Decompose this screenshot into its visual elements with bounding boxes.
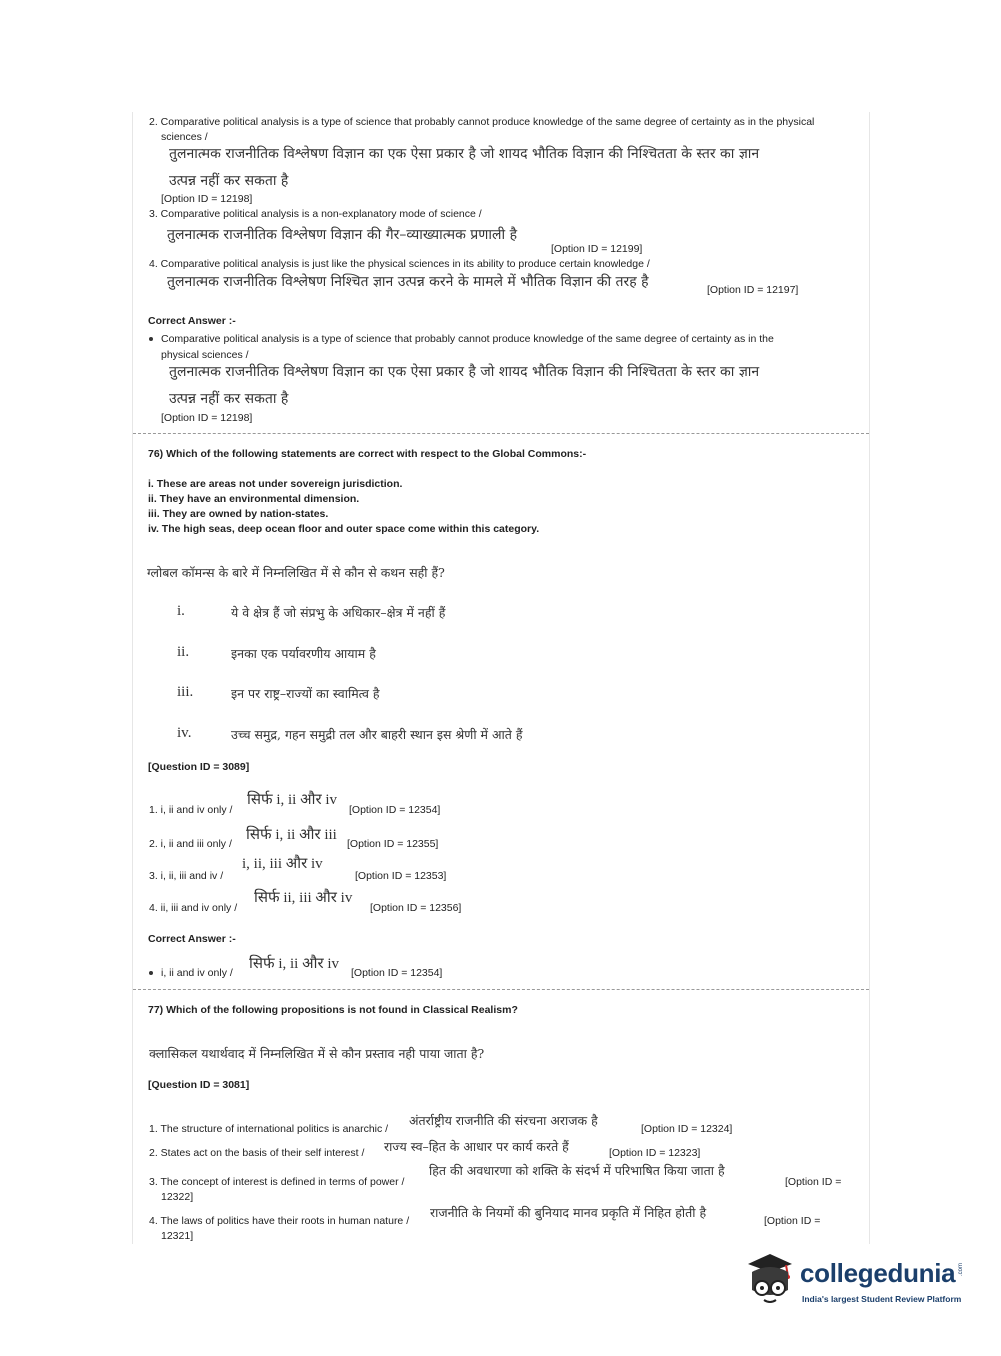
q75-option-4-id: [Option ID = 12197] xyxy=(707,284,799,296)
q76-correct-answer-en: i, ii and iv only / xyxy=(149,967,233,979)
q75-option-2-hi-line2: उत्पन्न नहीं कर सकता है xyxy=(169,173,289,189)
q77-option-4-hi: राजनीति के नियमों की बुनियाद मानव प्रकृति में निहित होती है xyxy=(430,1205,707,1220)
q75-correct-answer-label: Correct Answer :- xyxy=(148,315,236,327)
q76-title: 76) Which of the following statements are correct with respect to the Global Commons:- xyxy=(148,448,587,460)
q77-option-2-id: [Option ID = 12323] xyxy=(609,1147,701,1159)
question-divider xyxy=(133,989,869,990)
q76-question-id: [Question ID = 3089] xyxy=(148,761,250,773)
q77-question-id: [Question ID = 3081] xyxy=(148,1079,250,1091)
q76-statement-4: iv. The high seas, deep ocean floor and outer space come within this category. xyxy=(148,523,540,535)
q76-option-3-en: 3. i, ii, iii and iv / xyxy=(149,870,224,882)
q76-hindi-item-4-text: उच्च समुद्र, गहन समुद्री तल और बाहरी स्थान इस श्रेणी में आते हैं xyxy=(231,727,523,742)
q77-option-2-hi: राज्य स्व–हित के आधार पर कार्य करते हैं xyxy=(384,1139,569,1154)
q75-option-2-en-line1: 2. Comparative political analysis is a type of science that probably cannot produce knowledge of the same degree of certainty as in the physical xyxy=(149,116,815,128)
q77-option-4-en: 4. The laws of politics have their roots in human nature / xyxy=(149,1215,410,1227)
q76-hindi-item-2-num: ii. xyxy=(177,644,190,660)
q76-option-1-en: 1. i, ii and iv only / xyxy=(149,804,233,816)
question-divider xyxy=(133,433,869,434)
q77-title: 77) Which of the following propositions is not found in Classical Realism? xyxy=(148,1004,518,1016)
q76-statement-2: ii. They have an environmental dimension. xyxy=(148,493,360,505)
q76-option-4-id: [Option ID = 12356] xyxy=(370,902,462,914)
q75-correct-answer-id: [Option ID = 12198] xyxy=(161,412,253,424)
q76-hindi-item-1-text: ये वे क्षेत्र हैं जो संप्रभु के अधिकार–क्षेत्र में नहीं हैं xyxy=(231,605,446,620)
q77-option-1-hi: अंतर्राष्ट्रीय राजनीति की संरचना अराजक है xyxy=(409,1113,598,1128)
q75-correct-answer-hi-line2: उत्पन्न नहीं कर सकता है xyxy=(169,391,289,407)
q76-option-4-en: 4. ii, iii and iv only / xyxy=(149,902,238,914)
q76-correct-answer-id: [Option ID = 12354] xyxy=(351,967,443,979)
q75-option-4-hi: तुलनात्मक राजनीतिक विश्लेषण निश्चित ज्ञान उत्पन्न करने के मामले में भौतिक विज्ञान की तरह है xyxy=(167,274,649,290)
logo-wordmark: collegedunia xyxy=(800,1258,956,1288)
exam-page xyxy=(132,112,870,1244)
q76-correct-answer-label: Correct Answer :- xyxy=(148,933,236,945)
q76-option-2-id: [Option ID = 12355] xyxy=(347,838,439,850)
q77-option-1-id: [Option ID = 12324] xyxy=(641,1123,733,1135)
q76-option-1-id: [Option ID = 12354] xyxy=(349,804,441,816)
q76-option-3-hi: i, ii, iii और iv xyxy=(242,856,323,872)
q76-statement-1: i. These are areas not under sovereign jurisdiction. xyxy=(148,478,403,490)
q76-option-3-id: [Option ID = 12353] xyxy=(355,870,447,882)
q76-option-2-en: 2. i, ii and iii only / xyxy=(149,838,232,850)
logo-trademark: .com xyxy=(958,1262,964,1276)
q76-option-1-hi: सिर्फ i, ii और iv xyxy=(247,792,337,808)
q77-option-3-hi: हित की अवधारणा को शक्ति के संदर्भ में परिभाषित किया जाता है xyxy=(429,1163,725,1178)
q76-correct-answer-hi: सिर्फ i, ii और iv xyxy=(249,956,339,972)
q77-option-3-en: 3. The concept of interest is defined in terms of power / xyxy=(149,1176,405,1188)
q75-option-2-id: [Option ID = 12198] xyxy=(161,193,253,205)
q77-option-3-id: [Option ID = xyxy=(785,1176,842,1188)
q77-option-2-en: 2. States act on the basis of their self interest / xyxy=(149,1147,365,1159)
q76-hindi-item-2-text: इनका एक पर्यावरणीय आयाम है xyxy=(231,646,376,661)
collegedunia-logo xyxy=(742,1250,968,1312)
mascot-icon xyxy=(742,1250,802,1312)
q77-option-1-en: 1. The structure of international politics is anarchic / xyxy=(149,1123,389,1135)
q77-option-3-id-cont: 12322] xyxy=(161,1191,194,1203)
q76-hindi-item-1-num: i. xyxy=(177,603,185,619)
q76-hindi-item-4-num: iv. xyxy=(177,725,192,741)
q75-option-3-hi: तुलनात्मक राजनीतिक विश्लेषण विज्ञान की गैर–व्याख्यात्मक प्रणाली है xyxy=(167,227,518,243)
q75-correct-answer-hi-line1: तुलनात्मक राजनीतिक विश्लेषण विज्ञान का एक ऐसा प्रकार है जो शायद भौतिक विज्ञान की निश्चितता के स्तर का ज्ञान xyxy=(169,364,760,380)
q76-hindi-item-3-num: iii. xyxy=(177,684,194,700)
q75-correct-answer-en-line2: physical sciences / xyxy=(161,349,249,361)
q75-option-4-en: 4. Comparative political analysis is just like the physical sciences in its ability to produce certain knowledge / xyxy=(149,258,650,270)
q76-option-2-hi: सिर्फ i, ii और iii xyxy=(246,827,337,843)
logo-tagline: India's largest Student Review Platform xyxy=(802,1294,962,1304)
q76-hindi-item-3-text: इन पर राष्ट्र–राज्यों का स्वामित्व है xyxy=(231,686,380,701)
q75-correct-answer-en-line1: Comparative political analysis is a type of science that probably cannot produce knowledge of the same degree of certainty as in the xyxy=(149,333,774,345)
bullet-icon xyxy=(149,337,153,341)
q75-option-2-en-line2: sciences / xyxy=(161,131,208,143)
q75-option-3-id: [Option ID = 12199] xyxy=(551,243,643,255)
q75-option-2-hi-line1: तुलनात्मक राजनीतिक विश्लेषण विज्ञान का एक ऐसा प्रकार है जो शायद भौतिक विज्ञान की निश्चितता के स्तर का ज्ञान xyxy=(169,146,760,162)
q77-option-4-id-cont: 12321] xyxy=(161,1230,194,1242)
q77-hindi-question: क्लासिकल यथार्थवाद में निम्नलिखित में से कौन प्रस्ताव नही पाया जाता है? xyxy=(149,1046,485,1061)
q76-hindi-question: ग्लोबल कॉमन्स के बारे में निम्नलिखित में से कौन से कथन सही हैं? xyxy=(147,565,445,580)
q76-statement-3: iii. They are owned by nation-states. xyxy=(148,508,329,520)
q76-option-4-hi: सिर्फ ii, iii और iv xyxy=(254,890,353,906)
q75-option-3-en: 3. Comparative political analysis is a non-explanatory mode of science / xyxy=(149,208,482,220)
q77-option-4-id: [Option ID = xyxy=(764,1215,821,1227)
bullet-icon xyxy=(149,971,153,975)
